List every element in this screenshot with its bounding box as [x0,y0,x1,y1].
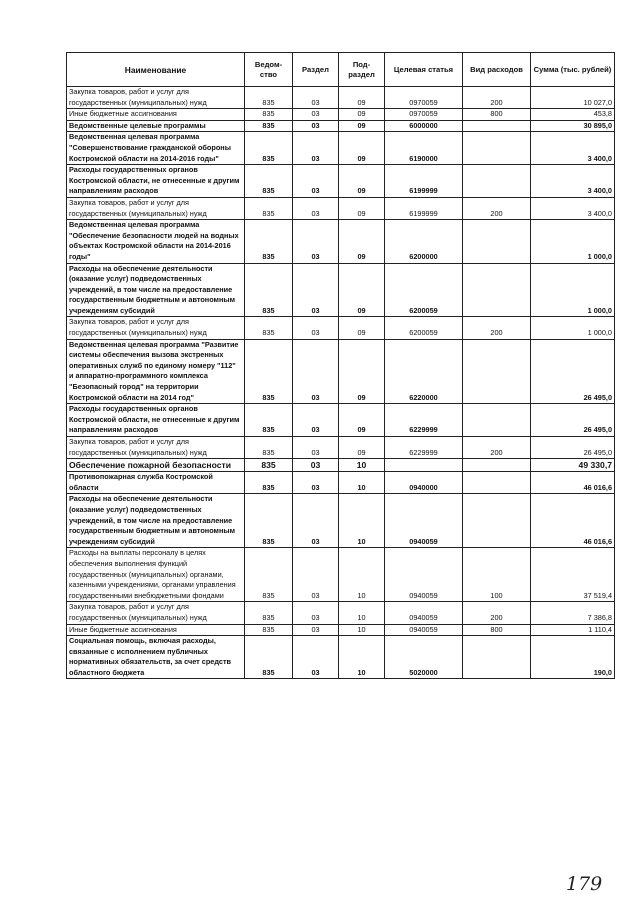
cell-subsection: 09 [339,132,385,165]
cell-amount: 1 000,0 [531,220,615,263]
cell-subsection: 09 [339,339,385,404]
table-row [67,263,615,317]
header-dept: Ведом-ство [245,53,293,87]
header-subsection: Под-раздел [339,53,385,87]
header-section: Раздел [293,53,339,87]
cell-section: 03 [293,494,339,548]
cell-target: 0940059 [385,494,463,548]
cell-dept: 835 [245,263,293,317]
cell-amount: 3 400,0 [531,165,615,198]
cell-target: 0940059 [385,602,463,624]
cell-subsection: 10 [339,636,385,679]
cell-target: 0940059 [385,624,463,636]
cell-name: Расходы государственных органов Костромской области, не отнесенные к другим направлениям расходов [67,165,245,198]
table-row [67,624,615,636]
cell-target: 6190000 [385,132,463,165]
cell-subsection: 09 [339,197,385,219]
cell-amount: 46 016,6 [531,494,615,548]
cell-name: Противопожарная служба Костромской области [67,472,245,494]
cell-amount: 26 495,0 [531,404,615,437]
cell-type: 100 [463,548,531,602]
cell-dept: 835 [245,197,293,219]
header-type: Вид расходов [463,53,531,87]
cell-amount: 1 000,0 [531,263,615,317]
cell-amount: 3 400,0 [531,132,615,165]
cell-target: 6229999 [385,404,463,437]
cell-section: 03 [293,317,339,339]
cell-dept: 835 [245,624,293,636]
cell-subsection: 09 [339,317,385,339]
cell-subsection: 09 [339,165,385,198]
table-row [67,339,615,404]
cell-amount: 1 110,4 [531,624,615,636]
cell-amount: 453,8 [531,109,615,121]
cell-dept: 835 [245,636,293,679]
table-row [67,459,615,472]
cell-section: 03 [293,165,339,198]
cell-dept: 835 [245,220,293,263]
cell-target: 6200059 [385,263,463,317]
table-row [67,197,615,219]
cell-section: 03 [293,548,339,602]
cell-amount: 7 386,8 [531,602,615,624]
cell-section: 03 [293,472,339,494]
cell-name: Иные бюджетные ассигнования [67,109,245,121]
cell-type: 800 [463,109,531,121]
cell-subsection: 10 [339,472,385,494]
cell-amount: 3 400,0 [531,197,615,219]
cell-name: Ведомственная целевая программа "Обеспечение безопасности людей на водных объектах Костромской области на 2014-2016 годы" [67,220,245,263]
cell-subsection: 09 [339,437,385,459]
cell-amount: 30 895,0 [531,120,615,132]
cell-type: 200 [463,197,531,219]
cell-dept: 835 [245,548,293,602]
cell-section: 03 [293,120,339,132]
cell-name: Расходы на выплаты персоналу в целях обеспечения выполнения функций государственных (муниципальных) органами, казенными учреждениями, органами управления государственными внебюджетными фондами [67,548,245,602]
cell-section: 03 [293,437,339,459]
cell-amount: 190,0 [531,636,615,679]
table-row [67,548,615,602]
cell-name: Ведомственная целевая программа "Развитие системы обеспечения вызова экстренных оперативных служб по единому номеру "112" и аппаратно-программного комплекса "Безопасный город" на территории Костромской области на 2014 год" [67,339,245,404]
cell-type [463,263,531,317]
cell-name: Расходы государственных органов Костромской области, не отнесенные к другим направлениям расходов [67,404,245,437]
cell-dept: 835 [245,132,293,165]
table-row [67,165,615,198]
cell-amount: 37 519,4 [531,548,615,602]
cell-section: 03 [293,197,339,219]
cell-target: 6199999 [385,197,463,219]
table-row [67,220,615,263]
cell-type [463,459,531,472]
header-row [67,53,615,87]
cell-type: 200 [463,317,531,339]
cell-section: 03 [293,220,339,263]
cell-subsection: 09 [339,404,385,437]
cell-type [463,404,531,437]
cell-subsection: 09 [339,120,385,132]
cell-section: 03 [293,624,339,636]
cell-subsection: 10 [339,494,385,548]
cell-target: 6200059 [385,317,463,339]
cell-subsection: 10 [339,548,385,602]
cell-subsection: 09 [339,87,385,109]
cell-subsection: 09 [339,109,385,121]
cell-type: 200 [463,602,531,624]
cell-dept: 835 [245,602,293,624]
cell-amount: 49 330,7 [531,459,615,472]
cell-subsection: 10 [339,459,385,472]
table-row [67,636,615,679]
cell-target: 6199999 [385,165,463,198]
cell-target: 0970059 [385,109,463,121]
cell-name: Ведомственные целевые программы [67,120,245,132]
cell-subsection: 10 [339,624,385,636]
cell-amount: 26 495,0 [531,339,615,404]
cell-type [463,472,531,494]
cell-name: Социальная помощь, включая расходы, связанные с исполнением публичных нормативных обязательств, за счет средств областного бюджета [67,636,245,679]
cell-section: 03 [293,636,339,679]
cell-type: 800 [463,624,531,636]
cell-dept: 835 [245,494,293,548]
cell-section: 03 [293,404,339,437]
cell-amount: 10 027,0 [531,87,615,109]
cell-dept: 835 [245,87,293,109]
cell-type [463,220,531,263]
cell-type [463,339,531,404]
cell-amount: 46 016,6 [531,472,615,494]
header-amount: Сумма (тыс. рублей) [531,53,615,87]
cell-name: Закупка товаров, работ и услуг для государственных (муниципальных) нужд [67,317,245,339]
table-row [67,404,615,437]
cell-section: 03 [293,109,339,121]
cell-name: Закупка товаров, работ и услуг для государственных (муниципальных) нужд [67,87,245,109]
cell-type [463,636,531,679]
cell-target: 6220000 [385,339,463,404]
cell-target: 5020000 [385,636,463,679]
table-row [67,87,615,109]
cell-type: 200 [463,87,531,109]
cell-amount: 26 495,0 [531,437,615,459]
cell-dept: 835 [245,437,293,459]
cell-type [463,165,531,198]
cell-target: 6229999 [385,437,463,459]
cell-dept: 835 [245,165,293,198]
cell-amount: 1 000,0 [531,317,615,339]
table-row [67,132,615,165]
cell-dept: 835 [245,404,293,437]
cell-type: 200 [463,437,531,459]
cell-dept: 835 [245,472,293,494]
table-row [67,437,615,459]
table-row [67,120,615,132]
cell-target [385,459,463,472]
cell-type [463,132,531,165]
cell-target: 0940000 [385,472,463,494]
table-row [67,109,615,121]
cell-name: Иные бюджетные ассигнования [67,624,245,636]
cell-target: 0970059 [385,87,463,109]
cell-name: Ведомственная целевая программа "Совершенствование гражданской обороны Костромской области на 2014-2016 годы" [67,132,245,165]
cell-name: Расходы на обеспечение деятельности (оказание услуг) подведомственных учреждений, в том числе на предоставление государственным бюджетным и автономным учреждениям субсидий [67,263,245,317]
cell-dept: 835 [245,317,293,339]
cell-section: 03 [293,263,339,317]
table-body [67,87,615,679]
table-row [67,602,615,624]
cell-type [463,120,531,132]
cell-dept: 835 [245,459,293,472]
cell-name: Закупка товаров, работ и услуг для государственных (муниципальных) нужд [67,437,245,459]
cell-subsection: 09 [339,220,385,263]
cell-dept: 835 [245,120,293,132]
cell-section: 03 [293,459,339,472]
cell-dept: 835 [245,109,293,121]
header-target: Целевая статья [385,53,463,87]
cell-name: Закупка товаров, работ и услуг для государственных (муниципальных) нужд [67,197,245,219]
cell-section: 03 [293,87,339,109]
table-row [67,494,615,548]
cell-target: 6200000 [385,220,463,263]
cell-dept: 835 [245,339,293,404]
cell-name: Закупка товаров, работ и услуг для государственных (муниципальных) нужд [67,602,245,624]
header-name: Наименование [67,53,245,87]
cell-subsection: 09 [339,263,385,317]
page-number: 179 [566,873,603,895]
cell-name: Расходы на обеспечение деятельности (оказание услуг) подведомственных учреждений, в том числе на предоставление государственным бюджетным и автономным учреждениям субсидий [67,494,245,548]
budget-table [66,52,615,679]
cell-type [463,494,531,548]
cell-section: 03 [293,602,339,624]
table-row [67,317,615,339]
cell-subsection: 10 [339,602,385,624]
cell-name: Обеспечение пожарной безопасности [67,459,245,472]
cell-target: 0940059 [385,548,463,602]
cell-target: 6000000 [385,120,463,132]
cell-section: 03 [293,132,339,165]
cell-section: 03 [293,339,339,404]
table-row [67,472,615,494]
